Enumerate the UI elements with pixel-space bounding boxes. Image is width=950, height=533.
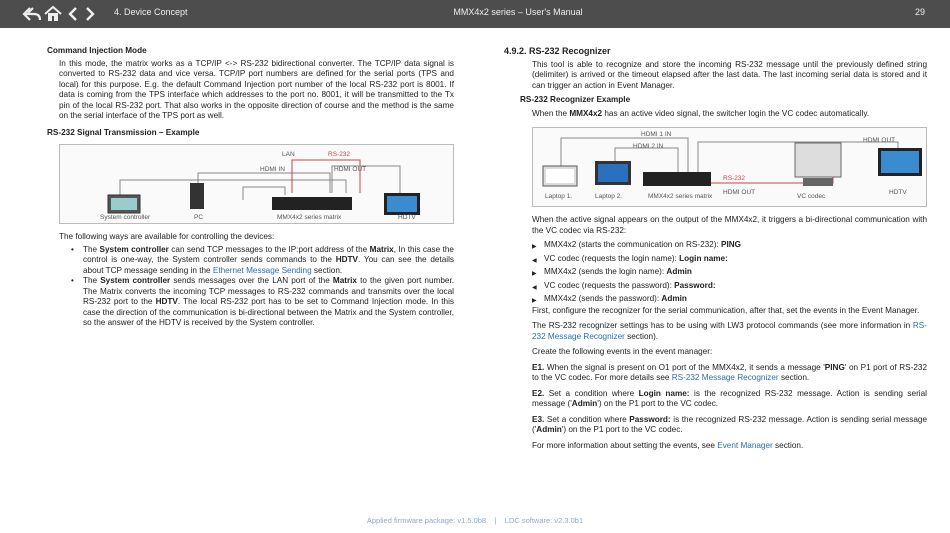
bullet-system-controller-tcp: • The System controller can send TCP messages to the IP:port address of the Matrix, In this case the control is one-way, the System controller sends commands to the HDTV. You can see the details about TCP message sending in the Ethernet Message Sending section. bbox=[59, 245, 454, 277]
hdmi-in-label: HDMI IN bbox=[260, 166, 285, 173]
step-item: ◀ VC codec (requests the password): Password: bbox=[532, 280, 716, 291]
laptop2-label: Laptop 2. bbox=[595, 193, 623, 200]
hdtv-label: HDTV bbox=[398, 214, 416, 221]
pc-label: PC bbox=[194, 214, 204, 221]
document-title: MMX4x2 series – User's Manual bbox=[453, 7, 583, 17]
settings-text: The RS-232 recognizer settings has to be using with LW3 protocol commands (see more information in RS-232 Message Recognizer section). bbox=[532, 321, 927, 341]
event-manager-link[interactable]: Event Manager bbox=[717, 440, 773, 450]
ldc-version: LDC software: v2.3.0b1 bbox=[504, 516, 584, 525]
first-config-text: First, configure the recognizer for the serial communication, after that, set the events in the Event Manager. bbox=[532, 305, 920, 315]
hdtv-label-right: HDTV bbox=[889, 189, 907, 196]
signal-transmission-heading: RS-232 Signal Transmission – Example bbox=[47, 127, 200, 137]
hdmi-out-label-right: HDMI OUT bbox=[723, 189, 756, 196]
section-breadcrumb[interactable]: 4. Device Concept bbox=[114, 7, 188, 17]
rs232-recognizer-intro: This tool is able to recognize and store the incoming RS-232 message until the previously defined string (delimiter) is arrived or the timeout elapsed after the last data. The last incoming serial data is stored and it can trigger an action in Event Manager. bbox=[532, 59, 927, 90]
step-item: ▶ MMX4x2 (sends the password): Admin bbox=[532, 294, 687, 304]
ethernet-message-sending-link[interactable]: Ethernet Message Sending bbox=[212, 265, 312, 275]
matrix-label-right: MMX4x2 series matrix bbox=[648, 193, 713, 200]
rs232-recognizer-heading: 4.9.2. RS-232 Recognizer bbox=[504, 46, 611, 56]
page-number: 29 bbox=[914, 7, 925, 17]
footer-separator: | bbox=[494, 516, 497, 525]
command-injection-paragraph: In this mode, the matrix works as a TCP/IP <-> RS-232 bidirectional converter. The TCP/IP data signal is converted to RS-232 data and vice versa. TCP/IP port numbers are defined for the serial ports (TPS and local) for this purpose. E.g. the default Command Injection port number of the local RS-232 port is 8001. If data is coming from the TPS interface which addresses to the port no. 8001, it will be transmitted to the Tx pin of the local RS-232 port. That also works in the opposite direction of course and the method is the same on the serial interface of the TPS port as well. bbox=[59, 58, 454, 120]
recognizer-example-heading: RS-232 Recognizer Example bbox=[520, 95, 631, 104]
event-e2: E2. Set a condition where Login name: is the recognized RS-232 message. Action is sending serial message ('Admin') on the P1 port to the VC codec. bbox=[532, 388, 927, 408]
create-events-text: Create the following events in the event manager: bbox=[532, 347, 713, 356]
rs232-message-recognizer-link[interactable]: RS-232 Message Recognizer bbox=[532, 321, 927, 341]
right-column bbox=[504, 46, 927, 451]
recognizer-example-text: When the MMX4x2 has an active video signal, the switcher login the VC codec automatically. bbox=[532, 108, 870, 118]
left-column bbox=[47, 46, 454, 329]
step-item: ◀ VC codec (requests the login name): Login name: bbox=[532, 253, 728, 264]
footer bbox=[0, 516, 950, 525]
after-diagram-text: When the active signal appears on the output of the MMX4x2, it triggers a bi-directional communication with the VC codec via RS-232: bbox=[532, 215, 927, 235]
hdmi1-in-label: HDMI 1 IN bbox=[641, 131, 672, 138]
hdmi-out-label: HDMI OUT bbox=[334, 166, 367, 173]
header-bar bbox=[0, 0, 950, 28]
command-injection-heading: Command Injection Mode bbox=[47, 46, 147, 55]
event-e1: E1. When the signal is present on O1 port of the MMX4x2, it sends a message 'PING' on P1 port of RS-232 to the VC codec. For more details see RS-232 Message Recognizer section. bbox=[532, 362, 927, 382]
firmware-version: Applied firmware package: v1.5.0b8 bbox=[366, 516, 487, 525]
signal-transmission-diagram bbox=[59, 144, 454, 224]
matrix-label: MMX4x2 series matrix bbox=[277, 214, 342, 221]
recognizer-diagram bbox=[532, 127, 927, 207]
lan-label: LAN bbox=[282, 151, 295, 158]
more-info-text: For more information about setting the events, see Event Manager section. bbox=[532, 440, 804, 450]
bullet-system-controller-lan: • The System controller sends messages over the LAN port of the Matrix to the given port number. The Matrix converts the incoming TCP messages to RS-232 commands and transmits over the local RS-232 port to the HDTV. The local RS-232 port has to be set to Command Injection mode. In this case the direction of the communication is bi-directional between the Matrix and the System controller, so the answer of the HDTV is received by the System controller. bbox=[59, 276, 454, 329]
vc-codec-label: VC codec bbox=[797, 193, 826, 200]
communication-steps bbox=[532, 240, 927, 305]
laptop1-label: Laptop 1. bbox=[545, 193, 573, 200]
rs232-label-right: RS-232 bbox=[723, 175, 746, 182]
rs232-label: RS-232 bbox=[328, 151, 351, 158]
ways-intro: The following ways are available for controlling the devices: bbox=[59, 232, 275, 241]
step-item: ▶ MMX4x2 (starts the communication on RS-232): PING bbox=[532, 240, 742, 250]
rs232-message-recognizer-link[interactable]: RS-232 Message Recognizer bbox=[671, 373, 779, 382]
system-controller-label: System controller bbox=[100, 214, 151, 221]
step-item: ▶ MMX4x2 (sends the login name): Admin bbox=[532, 267, 692, 277]
event-e3: E3. Set a condition where Password: is the recognized RS-232 message. Action is sending serial message ('Admin') on the P1 port to the VC codec. bbox=[532, 414, 927, 434]
hdmi2-in-label: HDMI 2 IN bbox=[633, 143, 664, 150]
hdmi-out-top-label: HDMI OUT bbox=[863, 137, 896, 144]
